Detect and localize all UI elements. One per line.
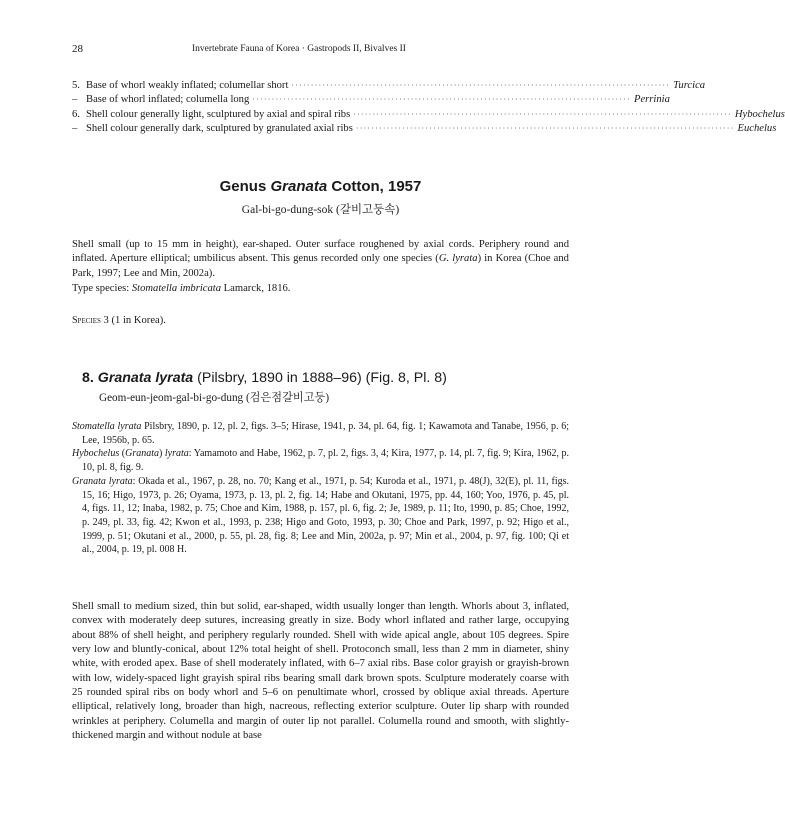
synonym-name: Granata lyrata — [72, 475, 133, 487]
key-row — [72, 94, 670, 108]
genus-description — [72, 238, 569, 281]
key-number: – — [72, 123, 78, 135]
key-number: – — [72, 94, 78, 106]
key-text: Shell colour generally light, sculptured by axial and spiral ribs — [86, 108, 351, 120]
key-result: Euchelus — [737, 123, 777, 135]
key-row — [72, 123, 777, 137]
key-result: Hybochelus — [734, 108, 785, 120]
identification-key — [72, 80, 785, 138]
species-count — [72, 314, 569, 328]
species-description: Shell small to medium sized, thin but solid, ear-shaped, width usually longer than length. Whorls about 3, inflated, convex with moderately deep sutures, increasing greatly in size. Body whorl inflated and rather large, occupying about 88% of shell height, and periphery regularly rounded. Shell with wide apical angle, about 105 degrees. Spire very low and bluntly-conical, about 12% total height of shell. Protoconch small, less than 2 mm in diameter, shiny white, with eroded apex. Base of shell moderately inflated, with 6–7 axial ribs. Base color grayish or grayish-brown with low, widely-spaced light grayish spiral ribs bearing small dark brown spots. Sculpture moderately coarse with 25 rounded spiral ribs on body whorl and 5–6 on penultimate whorl, crossed by oblique axial threads. Aperture elliptical, relatively long, broader than high, nacreous, reflecting exterior sculpture. Outer lip sharp with rounded wrinkles at periphery. Columella and margin of outer lip not parallel. Columella round and smooth, with slightly-thickened margin and without nodule at base — [72, 601, 569, 742]
synonymy-entry — [72, 420, 569, 447]
key-leader: ·································································································· — [355, 124, 735, 134]
type-species-name: Stomatella imbricata — [131, 283, 222, 294]
synonym-name: Stomatella lyrata — [72, 421, 142, 432]
synonym-refs: : Okada et al., 1967, p. 28, no. 70; Kang et al., 1971, p. 54; Kuroda et al., 1971, p. 48(J), 32(E), pl. 11, figs. 15, 16; Higo, 1973, p. 26; Oyama, 1973, p. 13, pl. 2, fig. 14; Habe and Okutani, 1975, pp. 44, 160; Yoo, 1976, p. 45, pl. 4, figs. 11, 12; Inaba, 1982, p. 75; Choe and Kim, 1988, p. 157, pl. 6, fig. 2; Je, 1989, p. 11; Ito, 1990, p. 85; Choe, 1992, p. 249, pl. 33, fig. 42; Kwon et al., 1993, p. 238; Higo and Goto, 1993, p. 30; Choe and Park, 1997, p. 92; Higo et al., 1999, p. 51; Okutani et al., 2000, p. 55, pl. 28, fig. 8; Lee and Min, 2002a, p. 97; Min et al., 2004, p. 97, fig. 100; Qi et al., 2004, p. 19, pl. 008 H. — [82, 475, 569, 556]
synonym-punct: ( — [119, 448, 126, 460]
synonymy-entry — [72, 447, 569, 474]
synonymy-entry — [72, 475, 569, 557]
synonym-punct: ) — [159, 448, 165, 460]
desc-text: ) in Korea (Choe and Park, 1997; Lee and Min, 2002a). — [72, 253, 569, 279]
type-species-label: Type species: — [72, 283, 132, 294]
key-leader: ·································································································· — [353, 109, 732, 119]
desc-italic: G. lyrata — [438, 253, 478, 265]
desc-text: Shell small (up to 15 mm in height), ear-shaped. Outer surface roughened by axial cords. Periphery round and inflated. Aperture elliptical; umbilicus absent. This genus recorded only one species ( — [72, 239, 569, 265]
key-text: Shell colour generally dark, sculptured by granulated axial ribs — [86, 123, 353, 135]
species-count-label: Species — [72, 315, 101, 326]
genus-author: Cotton, 1957 — [327, 178, 422, 195]
genus-name: Granata — [270, 178, 328, 195]
key-leader: ·································································································· — [252, 95, 631, 105]
genus-heading — [72, 178, 569, 217]
synonym-name: Hybochelus — [72, 448, 120, 460]
type-species-author: Lamarck, 1816. — [221, 283, 291, 294]
genus-korean-name: Gal-bi-go-dung-sok (갈비고둥속) — [241, 204, 400, 216]
genus-prefix: Genus — [219, 178, 271, 195]
species-name: Granata lyrata — [97, 370, 194, 386]
key-number: 6. — [72, 108, 80, 120]
species-number: 8. — [82, 370, 98, 386]
key-leader: ·································································································· — [291, 81, 671, 90]
key-number: 5. — [72, 80, 80, 91]
type-species — [72, 282, 569, 296]
species-heading — [82, 370, 572, 405]
key-result: Perrinia — [633, 94, 670, 106]
species-korean-name: Geom-eun-jeom-gal-bi-go-dung (검은점갈비고둥) — [99, 392, 330, 404]
genus-title — [72, 178, 569, 195]
key-text: Base of whorl weakly inflated; columellar short — [86, 80, 289, 91]
page-number: 28 — [72, 43, 83, 55]
species-author: (Pilsbry, 1890 in 1888–96) (Fig. 8, Pl. 8) — [193, 370, 447, 386]
synonym-epithet: lyrata — [164, 448, 189, 460]
synonym-refs: : Yamamoto and Habe, 1962, p. 7, pl. 2, figs. 3, 4; Kira, 1977, p. 14, pl. 7, fig. 9; Kira, 1962, p. 10, pl. 8, fig. 9. — [82, 448, 569, 474]
key-result: Turcica — [673, 80, 706, 91]
species-title — [82, 370, 572, 386]
running-title: Invertebrate Fauna of Korea · Gastropods II, Bivalves II — [192, 44, 406, 54]
synonymy-list — [72, 420, 569, 557]
species-count-value: 3 (1 in Korea). — [100, 315, 166, 326]
key-text: Base of whorl inflated; columella long — [86, 94, 250, 106]
synonym-subgenus: Granata — [125, 448, 160, 460]
synonym-refs: Pilsbry, 1890, p. 12, pl. 2, figs. 3–5; Hirase, 1941, p. 34, pl. 64, fig. 1; Kawamota and Tanabe, 1956, p. 6; Lee, 1956b, p. 65. — [82, 421, 569, 446]
key-row — [72, 80, 706, 94]
key-row — [72, 108, 785, 123]
